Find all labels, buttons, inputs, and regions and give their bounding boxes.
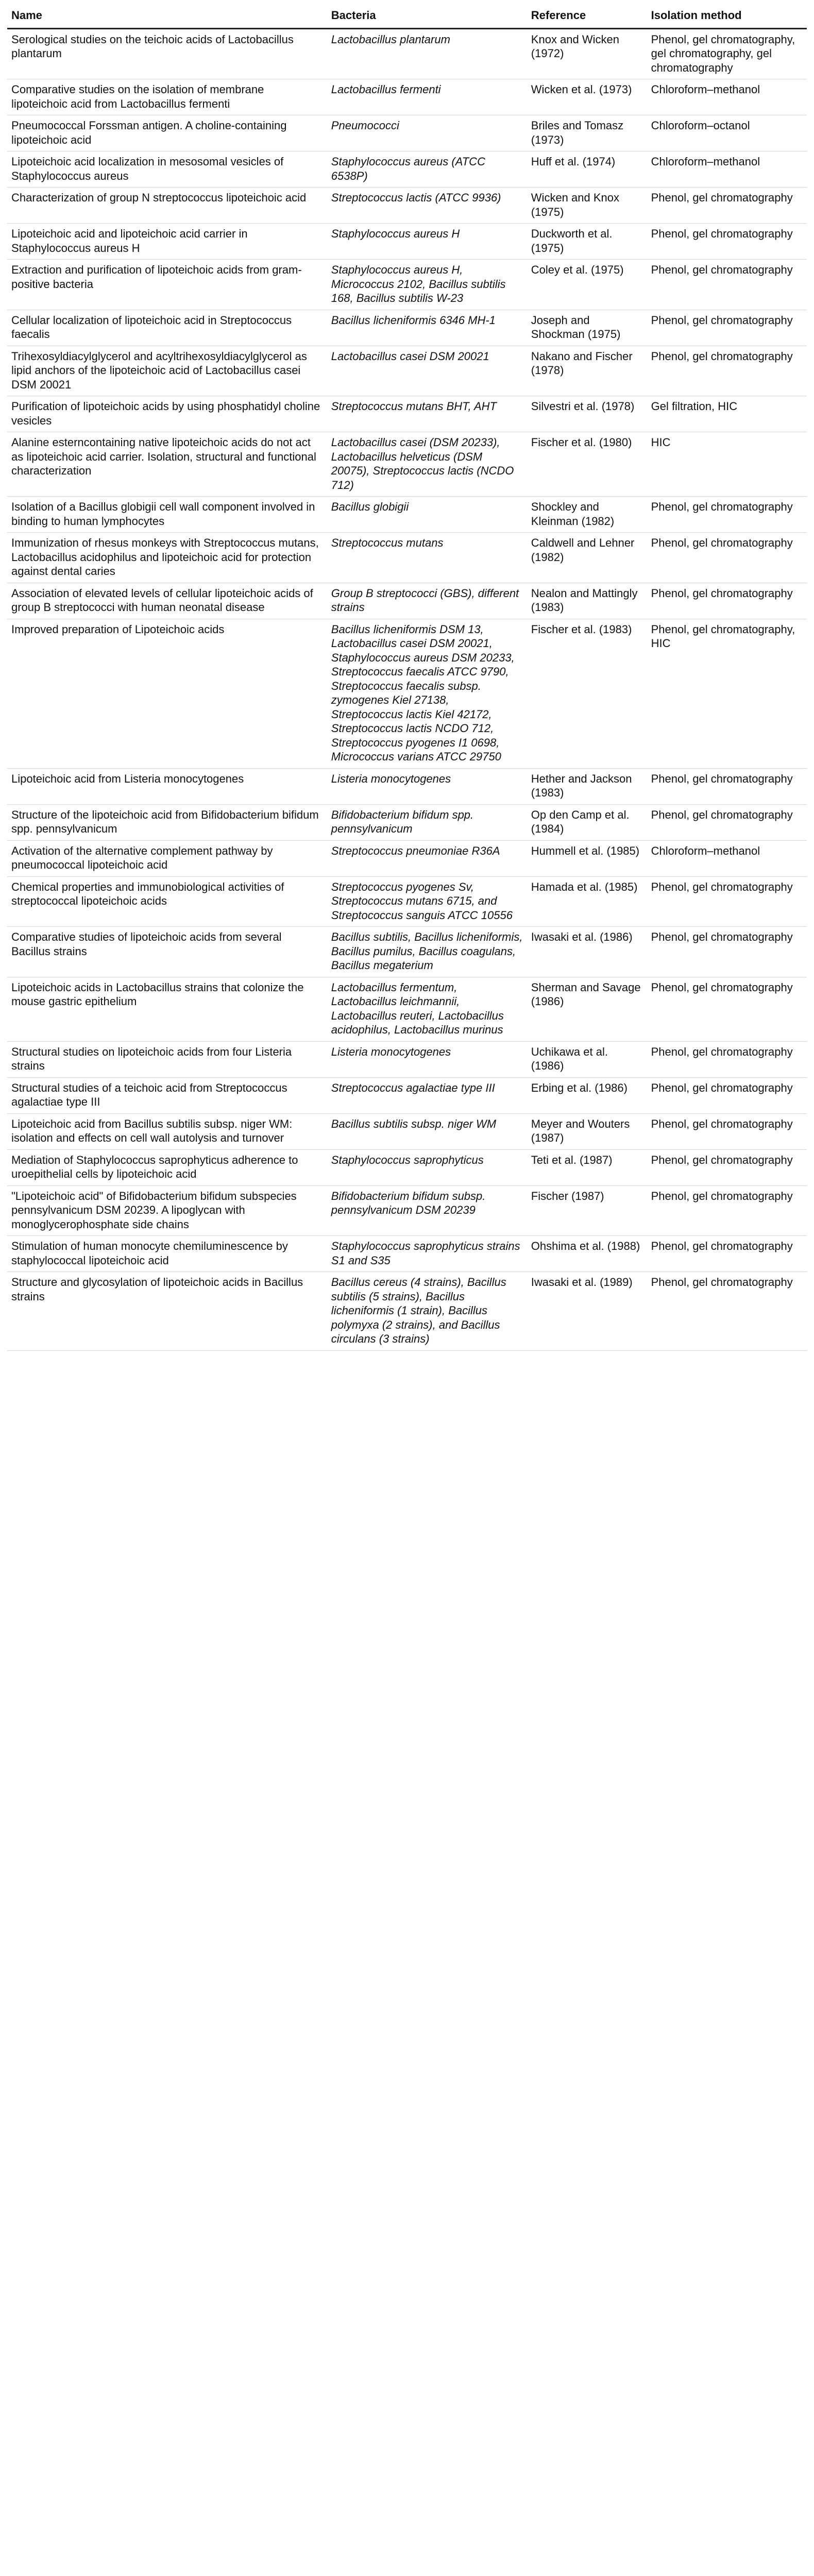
cell-name: Chemical properties and immunobiological activities of streptococcal lipoteichoic acids	[7, 876, 327, 927]
cell-reference: Nealon and Mattingly (1983)	[527, 583, 647, 619]
cell-bacteria: Group B streptococci (GBS), different strains	[327, 583, 527, 619]
cell-reference: Fischer et al. (1983)	[527, 619, 647, 768]
cell-name: Structural studies on lipoteichoic acids from four Listeria strains	[7, 1041, 327, 1077]
table-row	[7, 1236, 807, 1272]
table-row	[7, 79, 807, 115]
cell-reference: Op den Camp et al. (1984)	[527, 804, 647, 840]
header-bacteria: Bacteria	[327, 5, 527, 28]
table-body	[7, 28, 807, 1350]
cell-bacteria: Bacillus subtilis, Bacillus licheniformis, Bacillus pumilus, Bacillus coagulans, Bacillus megaterium	[327, 927, 527, 977]
cell-isolation-method: Phenol, gel chromatography	[647, 804, 807, 840]
cell-bacteria: Bacillus subtilis subsp. niger WM	[327, 1113, 527, 1149]
cell-isolation-method: Phenol, gel chromatography	[647, 188, 807, 224]
table-row	[7, 346, 807, 396]
cell-name: Lipoteichoic acids in Lactobacillus strains that colonize the mouse gastric epithelium	[7, 977, 327, 1041]
cell-reference: Huff et al. (1974)	[527, 151, 647, 188]
cell-name: Lipoteichoic acid localization in mesosomal vesicles of Staphylococcus aureus	[7, 151, 327, 188]
cell-bacteria: Bacillus globigii	[327, 497, 527, 533]
table-row	[7, 1149, 807, 1185]
table-row	[7, 115, 807, 151]
cell-name: Structure of the lipoteichoic acid from Bifidobacterium bifidum spp. pennsylvanicum	[7, 804, 327, 840]
cell-isolation-method: Phenol, gel chromatography	[647, 927, 807, 977]
cell-name: Comparative studies on the isolation of membrane lipoteichoic acid from Lactobacillus fermenti	[7, 79, 327, 115]
cell-reference: Shockley and Kleinman (1982)	[527, 497, 647, 533]
cell-reference: Silvestri et al. (1978)	[527, 396, 647, 432]
cell-reference: Sherman and Savage (1986)	[527, 977, 647, 1041]
cell-name: Lipoteichoic acid from Bacillus subtilis subsp. niger WM: isolation and effects on cell wall autolysis and turnover	[7, 1113, 327, 1149]
table-row	[7, 768, 807, 804]
cell-reference: Hether and Jackson (1983)	[527, 768, 647, 804]
cell-isolation-method: Chloroform–octanol	[647, 115, 807, 151]
cell-isolation-method: Phenol, gel chromatography	[647, 1041, 807, 1077]
cell-isolation-method: Phenol, gel chromatography	[647, 1077, 807, 1113]
table-row	[7, 804, 807, 840]
table-row	[7, 583, 807, 619]
cell-bacteria: Lactobacillus casei (DSM 20233), Lactobacillus helveticus (DSM 20075), Streptococcus lactis (NCDO 712)	[327, 432, 527, 497]
table-row	[7, 533, 807, 583]
cell-bacteria: Streptococcus pneumoniae R36A	[327, 840, 527, 876]
cell-bacteria: Lactobacillus casei DSM 20021	[327, 346, 527, 396]
table-row	[7, 1077, 807, 1113]
cell-isolation-method: Phenol, gel chromatography	[647, 977, 807, 1041]
cell-isolation-method: Phenol, gel chromatography, HIC	[647, 619, 807, 768]
table-row	[7, 432, 807, 497]
cell-isolation-method: Phenol, gel chromatography	[647, 224, 807, 260]
cell-isolation-method: Phenol, gel chromatography	[647, 533, 807, 583]
table-row	[7, 977, 807, 1041]
cell-isolation-method: Phenol, gel chromatography	[647, 876, 807, 927]
cell-name: Pneumococcal Forssman antigen. A choline-containing lipoteichoic acid	[7, 115, 327, 151]
cell-bacteria: Staphylococcus aureus H	[327, 224, 527, 260]
table-row	[7, 28, 807, 79]
header-row	[7, 5, 807, 28]
table-row	[7, 188, 807, 224]
cell-name: Comparative studies of lipoteichoic acids from several Bacillus strains	[7, 927, 327, 977]
cell-name: Structural studies of a teichoic acid from Streptococcus agalactiae type III	[7, 1077, 327, 1113]
cell-reference: Nakano and Fischer (1978)	[527, 346, 647, 396]
table-row	[7, 840, 807, 876]
cell-isolation-method: Chloroform–methanol	[647, 79, 807, 115]
cell-name: Alanine esterncontaining native lipoteichoic acids do not act as lipoteichoic acid carrier. Isolation, structural and functional characterization	[7, 432, 327, 497]
cell-reference: Caldwell and Lehner (1982)	[527, 533, 647, 583]
cell-name: Structure and glycosylation of lipoteichoic acids in Bacillus strains	[7, 1272, 327, 1351]
cell-reference: Erbing et al. (1986)	[527, 1077, 647, 1113]
cell-name: Lipoteichoic acid and lipoteichoic acid carrier in Staphylococcus aureus H	[7, 224, 327, 260]
cell-bacteria: Lactobacillus plantarum	[327, 28, 527, 79]
cell-isolation-method: Phenol, gel chromatography	[647, 1113, 807, 1149]
table-row	[7, 1185, 807, 1236]
cell-bacteria: Streptococcus mutans	[327, 533, 527, 583]
cell-bacteria: Staphylococcus aureus H, Micrococcus 2102, Bacillus subtilis 168, Bacillus subtilis W-23	[327, 260, 527, 310]
cell-bacteria: Streptococcus agalactiae type III	[327, 1077, 527, 1113]
cell-bacteria: Staphylococcus saprophyticus	[327, 1149, 527, 1185]
cell-bacteria: Pneumococci	[327, 115, 527, 151]
cell-name: Isolation of a Bacillus globigii cell wall component involved in binding to human lymphocytes	[7, 497, 327, 533]
cell-isolation-method: Phenol, gel chromatography	[647, 583, 807, 619]
cell-name: Mediation of Staphylococcus saprophyticus adherence to uroepithelial cells by lipoteichoic acid	[7, 1149, 327, 1185]
cell-bacteria: Streptococcus mutans BHT, AHT	[327, 396, 527, 432]
cell-bacteria: Bacillus licheniformis DSM 13, Lactobacillus casei DSM 20021, Staphylococcus aureus DSM 20233, Streptococcus faecalis ATCC 9790, Streptococcus faecalis subsp. zymogenes Kiel 27138, Streptococcus lactis Kiel 42172, Streptococcus lactis NCDO 712, Streptococcus pyogenes I1 0698, Micrococcus varians ATCC 29750	[327, 619, 527, 768]
cell-reference: Joseph and Shockman (1975)	[527, 310, 647, 346]
cell-bacteria: Streptococcus pyogenes Sv, Streptococcus mutans 6715, and Streptococcus sanguis ATCC 10556	[327, 876, 527, 927]
table-row	[7, 224, 807, 260]
cell-reference: Briles and Tomasz (1973)	[527, 115, 647, 151]
cell-name: Trihexosyldiacylglycerol and acyltrihexosyldiacylglycerol as lipid anchors of the lipoteichoic acid of Lactobacillus casei DSM 20021	[7, 346, 327, 396]
cell-name: Extraction and purification of lipoteichoic acids from gram-positive bacteria	[7, 260, 327, 310]
cell-isolation-method: Phenol, gel chromatography, gel chromatography, gel chromatography	[647, 28, 807, 79]
table-row	[7, 927, 807, 977]
header-reference: Reference	[527, 5, 647, 28]
cell-reference: Knox and Wicken (1972)	[527, 28, 647, 79]
cell-isolation-method: HIC	[647, 432, 807, 497]
cell-name: Immunization of rhesus monkeys with Streptococcus mutans, Lactobacillus acidophilus and lipoteichoic acid for protection against dental caries	[7, 533, 327, 583]
cell-reference: Meyer and Wouters (1987)	[527, 1113, 647, 1149]
table-row	[7, 1272, 807, 1351]
table-row	[7, 310, 807, 346]
cell-isolation-method: Phenol, gel chromatography	[647, 1236, 807, 1272]
cell-bacteria: Lactobacillus fermenti	[327, 79, 527, 115]
cell-reference: Wicken and Knox (1975)	[527, 188, 647, 224]
table-row	[7, 1041, 807, 1077]
cell-isolation-method: Phenol, gel chromatography	[647, 1185, 807, 1236]
cell-isolation-method: Chloroform–methanol	[647, 151, 807, 188]
lipoteichoic-acid-table	[7, 5, 807, 1351]
cell-bacteria: Bacillus cereus (4 strains), Bacillus subtilis (5 strains), Bacillus licheniformis (1 strain), Bacillus polymyxa (2 strains), and Bacillus circulans (3 strains)	[327, 1272, 527, 1351]
cell-reference: Coley et al. (1975)	[527, 260, 647, 310]
cell-name: Serological studies on the teichoic acids of Lactobacillus plantarum	[7, 28, 327, 79]
cell-isolation-method: Phenol, gel chromatography	[647, 1272, 807, 1351]
cell-reference: Teti et al. (1987)	[527, 1149, 647, 1185]
cell-reference: Hamada et al. (1985)	[527, 876, 647, 927]
header-name: Name	[7, 5, 327, 28]
cell-reference: Duckworth et al. (1975)	[527, 224, 647, 260]
cell-name: "Lipoteichoic acid" of Bifidobacterium bifidum subspecies pennsylvanicum DSM 20239. A lipoglycan with monoglycerophosphate side chains	[7, 1185, 327, 1236]
table-row	[7, 396, 807, 432]
cell-bacteria: Streptococcus lactis (ATCC 9936)	[327, 188, 527, 224]
cell-name: Characterization of group N streptococcus lipoteichoic acid	[7, 188, 327, 224]
cell-bacteria: Listeria monocytogenes	[327, 1041, 527, 1077]
cell-isolation-method: Chloroform–methanol	[647, 840, 807, 876]
cell-name: Cellular localization of lipoteichoic acid in Streptococcus faecalis	[7, 310, 327, 346]
cell-reference: Wicken et al. (1973)	[527, 79, 647, 115]
cell-isolation-method: Phenol, gel chromatography	[647, 497, 807, 533]
cell-bacteria: Bifidobacterium bifidum subsp. pennsylvanicum DSM 20239	[327, 1185, 527, 1236]
table-row	[7, 876, 807, 927]
cell-reference: Iwasaki et al. (1989)	[527, 1272, 647, 1351]
cell-reference: Uchikawa et al. (1986)	[527, 1041, 647, 1077]
table-row	[7, 619, 807, 768]
cell-bacteria: Listeria monocytogenes	[327, 768, 527, 804]
cell-reference: Iwasaki et al. (1986)	[527, 927, 647, 977]
table-header	[7, 5, 807, 28]
cell-bacteria: Bifidobacterium bifidum spp. pennsylvanicum	[327, 804, 527, 840]
cell-name: Association of elevated levels of cellular lipoteichoic acids of group B streptococci with human neonatal disease	[7, 583, 327, 619]
cell-isolation-method: Gel filtration, HIC	[647, 396, 807, 432]
header-isolation-method: Isolation method	[647, 5, 807, 28]
cell-bacteria: Staphylococcus aureus (ATCC 6538P)	[327, 151, 527, 188]
cell-isolation-method: Phenol, gel chromatography	[647, 346, 807, 396]
cell-name: Purification of lipoteichoic acids by using phosphatidyl choline vesicles	[7, 396, 327, 432]
table-row	[7, 260, 807, 310]
cell-name: Improved preparation of Lipoteichoic acids	[7, 619, 327, 768]
table-row	[7, 151, 807, 188]
cell-name: Lipoteichoic acid from Listeria monocytogenes	[7, 768, 327, 804]
cell-bacteria: Bacillus licheniformis 6346 MH-1	[327, 310, 527, 346]
cell-bacteria: Lactobacillus fermentum, Lactobacillus leichmannii, Lactobacillus reuteri, Lactobacillus acidophilus, Lactobacillus murinus	[327, 977, 527, 1041]
cell-isolation-method: Phenol, gel chromatography	[647, 768, 807, 804]
table-continuation	[7, 1351, 807, 2576]
cell-name: Activation of the alternative complement pathway by pneumococcal lipoteichoic acid	[7, 840, 327, 876]
table-row	[7, 1113, 807, 1149]
cell-reference: Ohshima et al. (1988)	[527, 1236, 647, 1272]
cell-reference: Fischer (1987)	[527, 1185, 647, 1236]
cell-isolation-method: Phenol, gel chromatography	[647, 310, 807, 346]
cell-reference: Hummell et al. (1985)	[527, 840, 647, 876]
table-row	[7, 497, 807, 533]
cell-isolation-method: Phenol, gel chromatography	[647, 1149, 807, 1185]
cell-reference: Fischer et al. (1980)	[527, 432, 647, 497]
cell-isolation-method: Phenol, gel chromatography	[647, 260, 807, 310]
cell-bacteria: Staphylococcus saprophyticus strains S1 and S35	[327, 1236, 527, 1272]
cell-name: Stimulation of human monocyte chemiluminescence by staphylococcal lipoteichoic acid	[7, 1236, 327, 1272]
